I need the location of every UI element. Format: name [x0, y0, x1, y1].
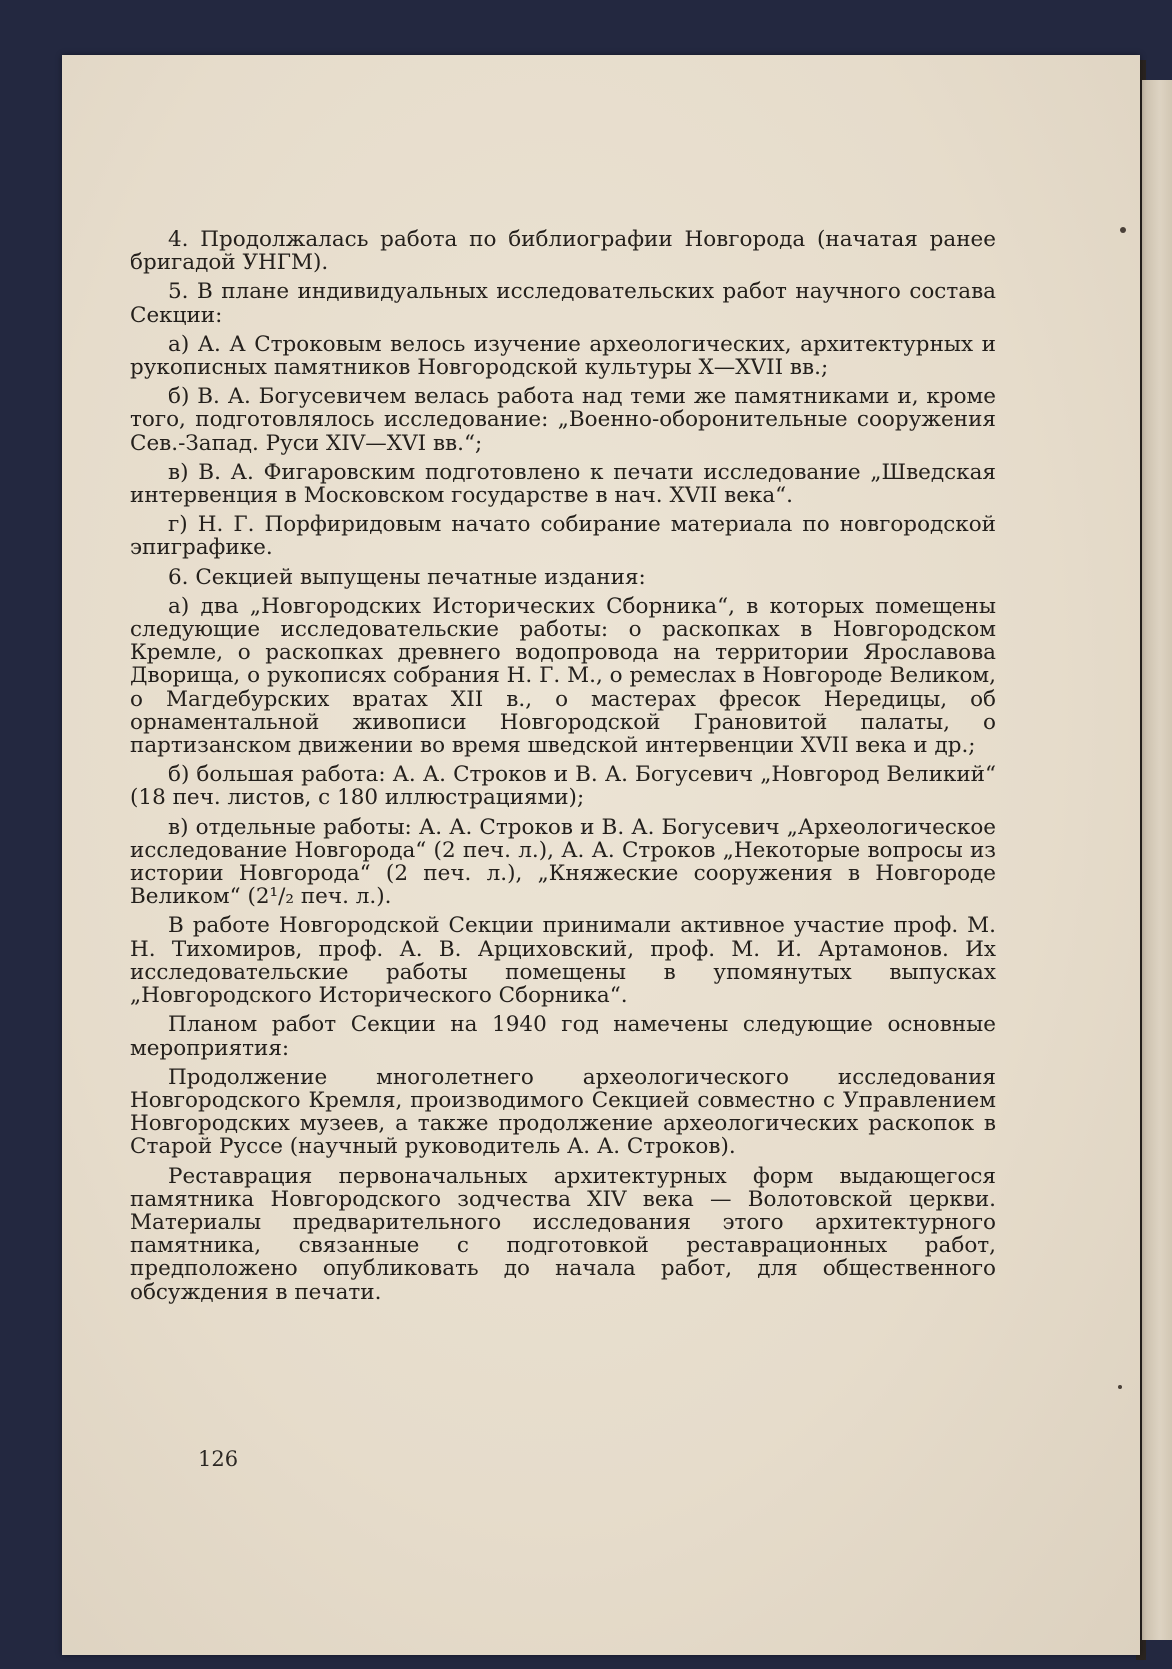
- paragraph-strokov: а) А. А Строковым велось изучение археологических, архитектурных и рукописных памятников Новгородской культуры X—XVII вв.;: [130, 331, 996, 381]
- paragraph-individual-research: 5. В плане индивидуальных исследовательских работ научного состава Секции:: [130, 279, 996, 328]
- paragraph-plan-1940: Планом работ Секции на 1940 год намечены следующие основные мероприятия:: [130, 1012, 996, 1061]
- page-number: 126: [198, 1447, 239, 1471]
- paragraph-participants: В работе Новгородской Секции принимали активное участие проф. М. Н. Тихомиров, проф. А. В. Арциховский, проф. М. И. Артамонов. Их исследовательские работы помещены в упомянутых выпусках „Новгородского Исторического Сборника“.: [130, 913, 996, 1009]
- ink-speck: [1118, 1385, 1122, 1389]
- adjacent-page-edge: [1142, 80, 1172, 1640]
- paragraph-major-work: б) большая работа: А. А. Строков и В. А. Богусевич „Новгород Великий“ (18 печ. листов, с 180 иллюстрациями);: [130, 762, 996, 811]
- paragraph-porfiridov: г) Н. Г. Порфиридовым начато собирание материала по новгородской эпиграфике.: [130, 512, 996, 561]
- paragraph-restoration: Реставрация первоначальных архитектурных форм выдающегося памятника Новгородского зодчества XIV века — Волотовской церкви. Материалы предварительного исследования этого архитектурного памятника, связанные с подготовкой реставрационных работ, предположено опубликовать до начала работ, для общественного обсуждения в печати.: [130, 1163, 996, 1305]
- paragraph-separate-works: в) отдельные работы: А. А. Строков и В. А. Богусевич „Археологическое исследование Новгорода“ (2 печ. л.), А. А. Строков „Некоторые вопросы из истории Новгорода“ (2 печ. л.), „Княжеские сооружения в Новгороде Великом“ (2¹/₂ печ. л.).: [130, 814, 996, 910]
- ink-speck: [1120, 227, 1126, 233]
- page-text: [130, 228, 996, 1310]
- paragraph-figarovsky: в) В. А. Фигаровским подготовлено к печати исследование „Шведская интервенция в Московском государстве в нач. XVII века“.: [130, 459, 996, 509]
- paragraph-kremlin-excavation: Продолжение многолетнего археологического исследования Новгородского Кремля, производимого Секцией совместно с Управлением Новгородских музеев, а также продолжение археологических раскопок в Старой Руссе (научный руководитель А. А. Строков).: [130, 1064, 996, 1160]
- paragraph-collections: а) два „Новгородских Исторических Сборника“, в которых помещены следующие исследовательские работы: о раскопках в Новгородском Кремле, о раскопках древнего водопровода на территории Ярославова Дворища, о рукописях собрания Н. Г. М., о ремеслах в Новгороде Великом, о Магдебурских вратах XII в., о мастерах фресок Нередицы, об орнаментальной живописи Новгородской Грановитой палаты, о партизанском движении во время шведской интервенции XVII века и др.;: [130, 593, 996, 759]
- paragraph-bogusevich: б) В. А. Богусевичем велась работа над теми же памятниками и, кроме того, подготовлялось исследование: „Военно-оборонительные сооружения Сев.-Запад. Руси XIV—XVI вв.“;: [130, 384, 996, 456]
- paragraph-bibliography: 4. Продолжалась работа по библиографии Новгорода (начатая ранее бригадой УНГМ).: [130, 227, 996, 276]
- paragraph-publications: 6. Секцией выпущены печатные издания:: [168, 564, 646, 590]
